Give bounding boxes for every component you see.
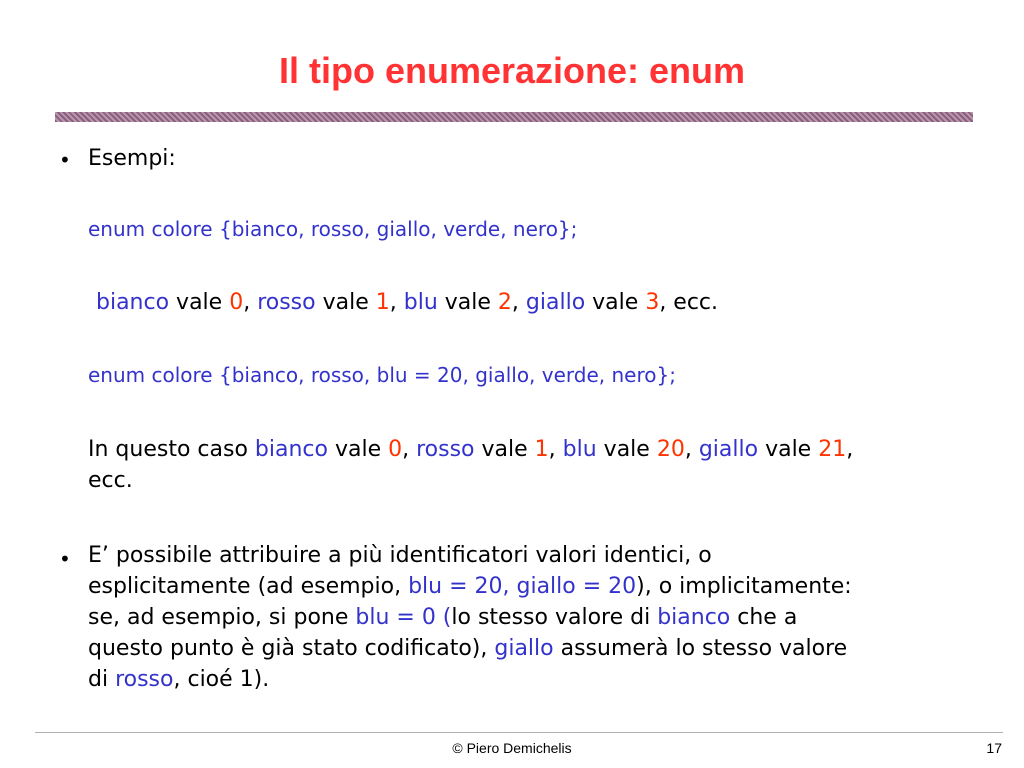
page-number: 17 xyxy=(986,740,1002,756)
text-ecc: , ecc. xyxy=(659,290,719,315)
bullet2-line-2 xyxy=(88,571,852,602)
bullet2-line-5 xyxy=(88,664,852,695)
text-vale: vale xyxy=(474,437,535,462)
term-bianco: bianco xyxy=(254,437,328,462)
text-comma: , xyxy=(389,290,404,315)
term-giallo: giallo xyxy=(494,636,554,661)
value-0: 0 xyxy=(229,290,244,315)
text-span: se, ad esempio, si pone xyxy=(88,605,356,630)
term-rosso: rosso xyxy=(115,667,174,692)
text-comma: , xyxy=(243,290,258,315)
text-comma: , xyxy=(402,437,417,462)
term-blu: blu xyxy=(403,290,438,315)
text-span: assumerà lo stesso valore xyxy=(553,636,848,661)
value-20: 20 xyxy=(656,437,685,462)
value-0: 0 xyxy=(388,437,403,462)
example-values-2 xyxy=(88,434,853,496)
term-rosso: rosso xyxy=(257,290,316,315)
text-vale: vale xyxy=(327,437,389,462)
bullet-identificatori xyxy=(88,540,852,695)
slide-title: Il tipo enumerazione: enum xyxy=(278,50,746,91)
values2-line-2: ecc. xyxy=(88,468,133,493)
bullet2-line-3 xyxy=(88,602,852,633)
example-values-1 xyxy=(96,287,718,318)
value-2: 2 xyxy=(497,290,512,315)
example-code-1: enum colore {bianco, rosso, giallo, verde, nero}; xyxy=(88,217,578,241)
text-span: ), o implicitamente: xyxy=(636,574,852,599)
text-span: che a xyxy=(730,605,798,630)
text-span: esplicitamente (ad esempio, xyxy=(88,574,409,599)
footer-author: © Piero Demichelis xyxy=(452,740,572,756)
title-divider xyxy=(55,112,973,122)
value-1: 1 xyxy=(534,437,549,462)
text-span: di xyxy=(88,667,116,692)
text-vale: vale xyxy=(585,290,646,315)
bullet2-line-4 xyxy=(88,633,852,664)
term-bianco: bianco xyxy=(657,605,731,630)
text-vale: vale xyxy=(315,290,376,315)
term-blu: blu xyxy=(562,437,597,462)
values2-line-1 xyxy=(88,434,853,465)
bullet-icon: • xyxy=(59,148,71,172)
term-rosso: rosso xyxy=(416,437,475,462)
text-vale: vale xyxy=(169,290,230,315)
footer-divider xyxy=(35,732,1003,733)
bullet-esempi: Esempi: xyxy=(88,146,176,171)
text-span: lo stesso valore di xyxy=(451,605,658,630)
text-in-questo-caso: In questo caso xyxy=(88,437,255,462)
term-blu-giallo-20: blu = 20, giallo = 20 xyxy=(408,574,637,599)
term-blu-0: blu = 0 ( xyxy=(355,605,452,630)
text-comma: , xyxy=(548,437,563,462)
text-comma: , xyxy=(846,437,854,462)
value-1: 1 xyxy=(375,290,390,315)
text-vale: vale xyxy=(437,290,498,315)
text-span: , cioé 1). xyxy=(173,667,270,692)
text-vale: vale xyxy=(596,437,657,462)
text-comma: , xyxy=(511,290,526,315)
example-code-2: enum colore {bianco, rosso, blu = 20, giallo, verde, nero}; xyxy=(88,363,676,387)
term-bianco: bianco xyxy=(96,290,170,315)
value-21: 21 xyxy=(818,437,847,462)
bullet-icon: • xyxy=(59,547,71,571)
bullet2-line-1: E’ possibile attribuire a più identificatori valori identici, o xyxy=(88,543,712,568)
text-vale: vale xyxy=(758,437,819,462)
value-3: 3 xyxy=(645,290,660,315)
text-span: questo punto è già stato codificato), xyxy=(88,636,495,661)
term-giallo: giallo xyxy=(698,437,759,462)
text-comma: , xyxy=(684,437,699,462)
term-giallo: giallo xyxy=(525,290,586,315)
